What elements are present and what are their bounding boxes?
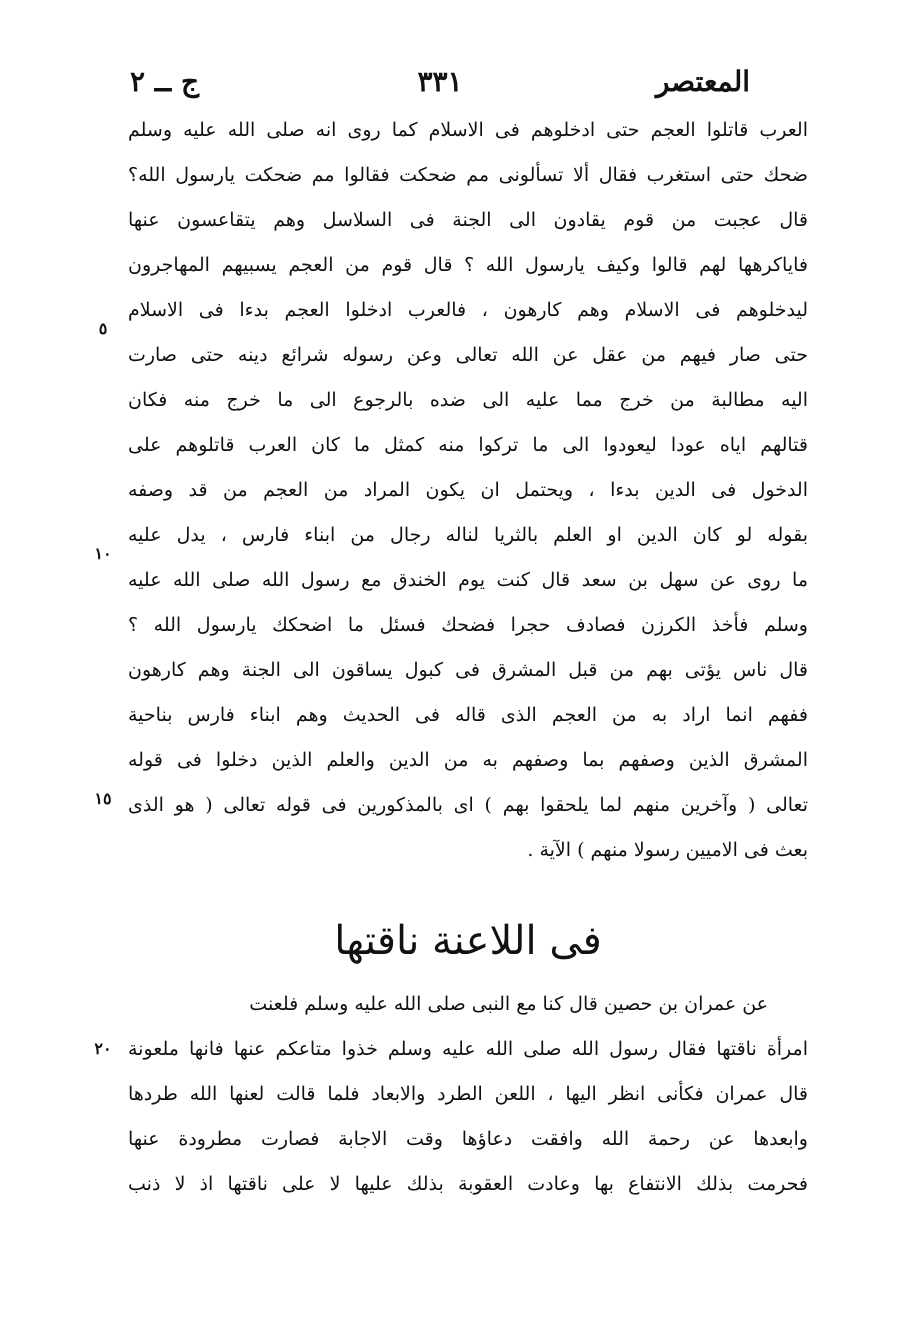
text-line: ضحك حتى استغرب فقال ألا تسألونى مم ضحكت فقالوا مم ضحكت يارسول الله؟ bbox=[128, 164, 808, 186]
text-line: ليدخلوهم فى الاسلام وهم كارهون ، فالعرب ادخلوا العجم بدءا فى الاسلام bbox=[128, 299, 808, 321]
text-line: بعث فى الاميين رسولا منهم ) الآية . bbox=[527, 839, 808, 861]
page-number: ٣٣١ bbox=[417, 65, 463, 98]
page-header bbox=[130, 62, 750, 102]
running-title: المعتصر bbox=[655, 65, 750, 98]
text-line: امرأة ناقتها فقال رسول الله صلى الله عليه وسلم خذوا متاعكم عنها فانها ملعونة bbox=[128, 1038, 808, 1060]
text-line: عن عمران بن حصين قال كنا مع النبى صلى الله عليه وسلم فلعنت bbox=[249, 993, 768, 1015]
text-line: حتى صار فيهم من عقل عن الله تعالى وعن رسوله شرائع دينه حتى صارت bbox=[128, 344, 808, 366]
line-number-5: ٥ bbox=[98, 319, 108, 338]
text-line: الدخول فى الدين بدءا ، ويحتمل ان يكون المراد من العجم من قد وصفه bbox=[128, 479, 808, 501]
line-number-10: ١٠ bbox=[94, 544, 112, 563]
text-line: وابعدها عن رحمة الله وافقت دعاؤها وقت الاجابة فصارت مطرودة عنها bbox=[128, 1128, 808, 1150]
text-line: وسلم فأخذ الكرزن فصادف حجرا فضحك فسئل ما اضحكك يارسول الله ؟ bbox=[128, 614, 808, 636]
text-line: قتالهم اياه عودا ليعودوا الى ما تركوا منه كمثل ما كان العرب قاتلوهم على bbox=[128, 434, 808, 456]
text-line: قال ناس يؤتى بهم من قبل المشرق فى كبول يساقون الى الجنة وهم كارهون bbox=[128, 659, 808, 681]
text-line: ما روى عن سهل بن سعد قال كنت يوم الخندق مع رسول الله صلى الله عليه bbox=[128, 569, 808, 591]
text-line: فاياكرهها لهم قالوا وكيف يارسول الله ؟ قال قوم من العجم يسبيهم المهاجرون bbox=[128, 254, 808, 276]
text-line: تعالى ( وآخرين منهم لما يلحقوا بهم ) اى بالمذكورين فى قوله تعالى ( هو الذى bbox=[128, 794, 808, 816]
text-line: اليه مطالبة من خرج مما عليه الى ضده بالرجوع الى ما خرج منه فكان bbox=[128, 389, 808, 411]
text-line: قال عمران فكأنى انظر اليها ، اللعن الطرد والابعاد فلما قالت لعنها الله طردها bbox=[128, 1083, 808, 1105]
text-line: فحرمت بذلك الانتفاع بها وعادت العقوبة بذلك عليها لا على ناقتها اذ لا ذنب bbox=[128, 1173, 808, 1195]
text-line: ففهم انما اراد به من العجم الذى قاله فى الحديث وهم ابناء فارس بناحية bbox=[128, 704, 808, 726]
text-line: بقوله لو كان الدين او العلم بالثريا لناله رجال من ابناء فارس ، يدل عليه bbox=[128, 524, 808, 546]
text-line: قال عجبت من قوم يقادون الى الجنة فى السلاسل وهم يتقاعسون عنها bbox=[128, 209, 808, 231]
text-line: المشرق الذين وصفهم بما وصفهم به من الدين والعلم الذين دخلوا فى قوله bbox=[128, 749, 808, 771]
line-number-20: ٢٠ bbox=[94, 1039, 112, 1058]
text-line: العرب قاتلوا العجم حتى ادخلوهم فى الاسلام كما روى انه صلى الله عليه وسلم bbox=[128, 119, 808, 141]
main-text bbox=[128, 108, 808, 873]
volume-label: ج ــ ٢ bbox=[130, 65, 200, 98]
section-text bbox=[128, 982, 808, 1207]
line-number-15: ١٥ bbox=[94, 789, 112, 808]
section-heading: فى اللاعنة ناقتها bbox=[334, 918, 602, 964]
